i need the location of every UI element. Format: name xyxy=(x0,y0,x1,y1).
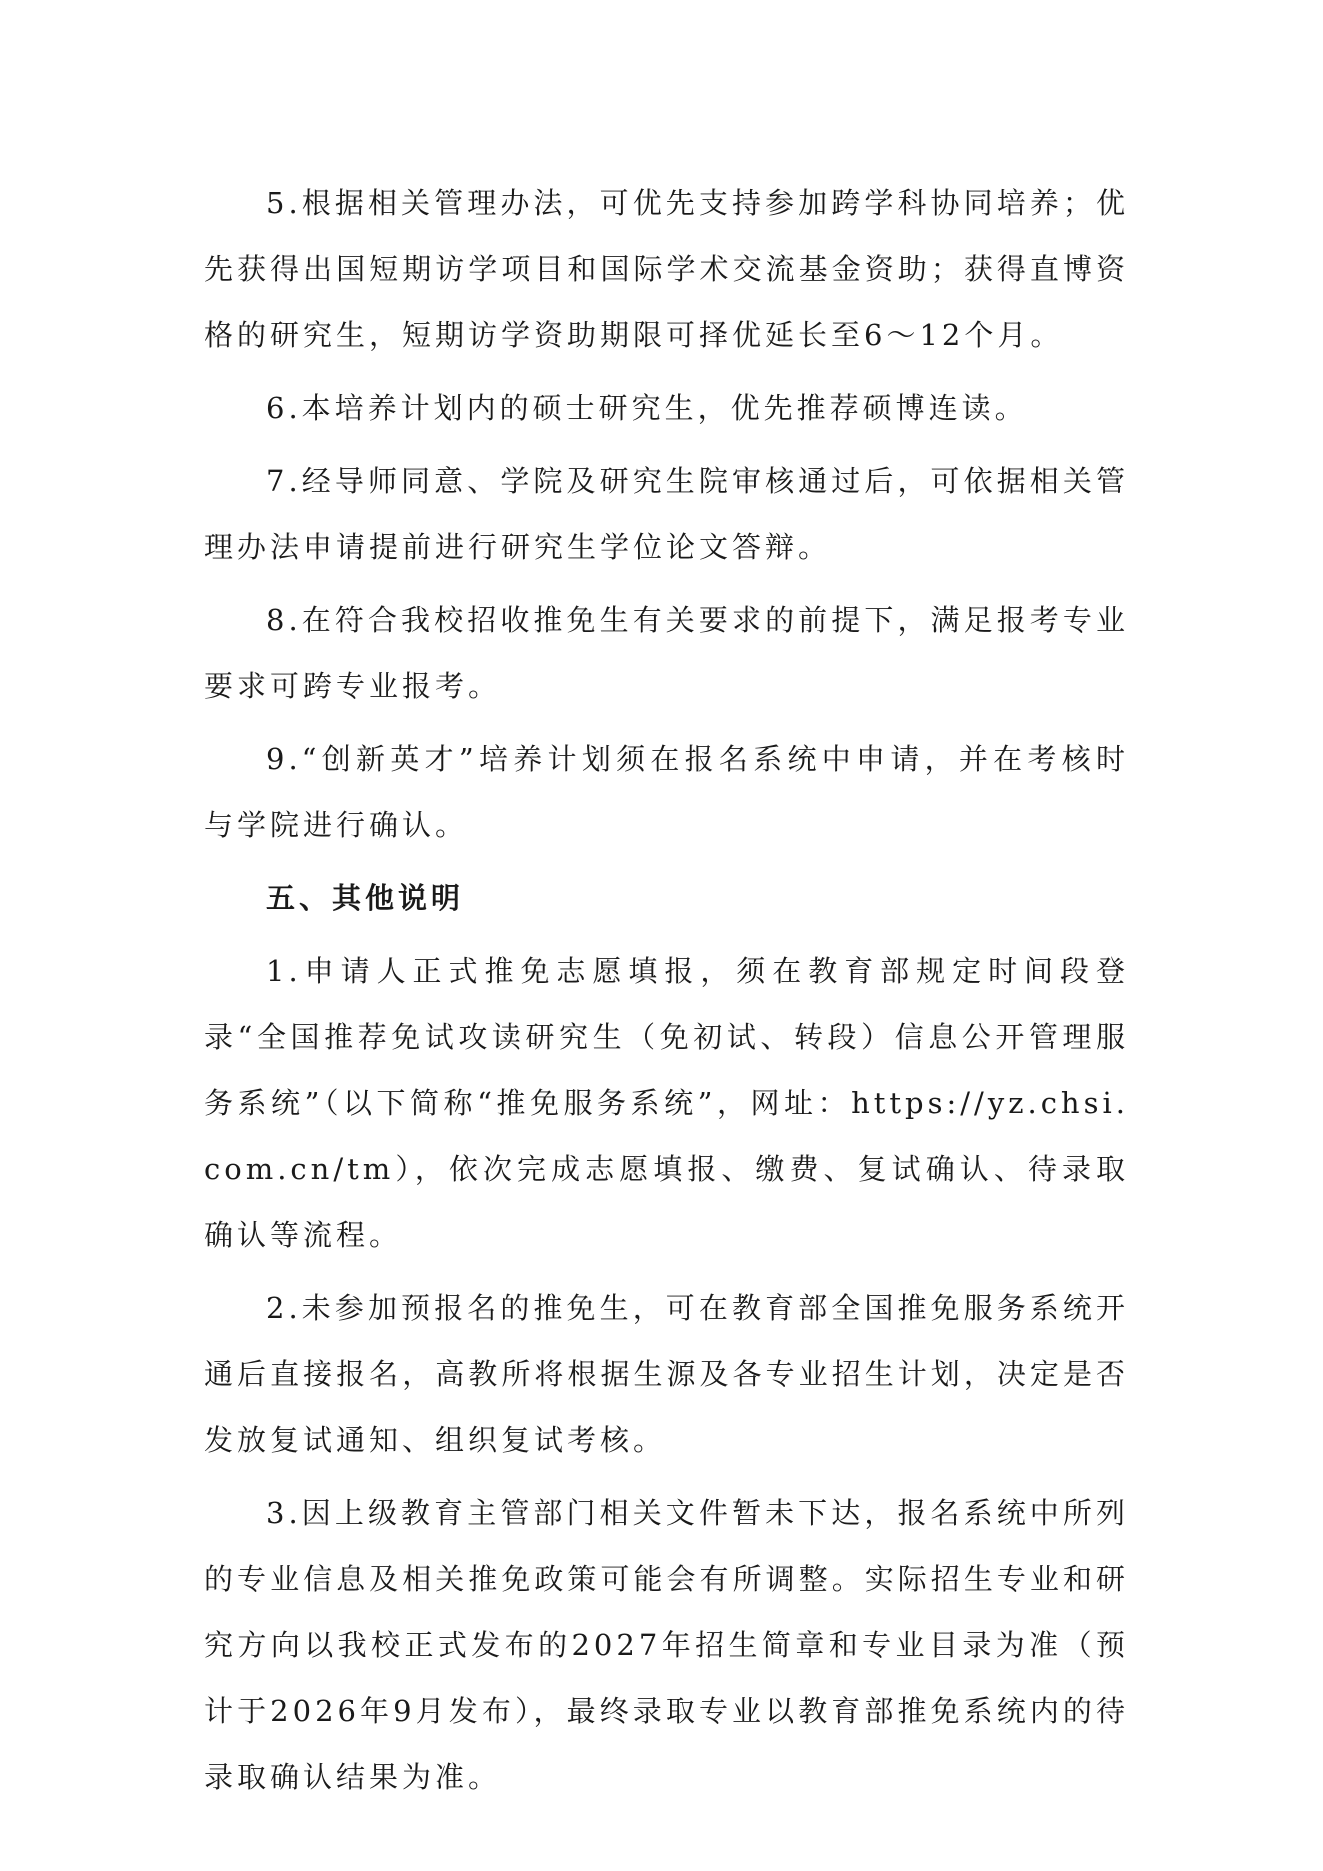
paragraph-item-6: 6.本培养计划内的硕士研究生，优先推荐硕博连读。 xyxy=(266,391,1028,425)
paragraph-note-3: 3.因上级教育主管部门相关文件暂未下达，报名系统中所列的专业信息及相关推免政策可能会有所调整。实际招生专业和研究方向以我校正式发布的2027年招生简章和专业目录为准（预计于2026年9月发布），最终录取专业以教育部推免系统内的待录取确认结果为准。 xyxy=(204,1496,1129,1794)
paragraph-item-9: 9.“创新英才”培养计划须在报名系统中申请，并在考核时与学院进行确认。 xyxy=(204,742,1129,842)
section-heading: 五、其他说明 xyxy=(266,881,465,915)
paragraph-note-1: 1.申请人正式推免志愿填报，须在教育部规定时间段登录“全国推荐免试攻读研究生（免初试、转段）信息公开管理服务系统”（以下简称“推免服务系统”，网址：https://yz.chsi.com.cn/tm），依次完成志愿填报、缴费、复试确认、待录取确认等流程。 xyxy=(204,954,1129,1252)
paragraph-item-7: 7.经导师同意、学院及研究生院审核通过后，可依据相关管理办法申请提前进行研究生学位论文答辩。 xyxy=(204,464,1129,564)
paragraph-item-5: 5.根据相关管理办法，可优先支持参加跨学科协同培养；优先获得出国短期访学项目和国际学术交流基金资助；获得直博资格的研究生，短期访学资助期限可择优延长至6～12个月。 xyxy=(204,186,1129,352)
document-body xyxy=(204,170,1129,1817)
paragraph-item-8: 8.在符合我校招收推免生有关要求的前提下，满足报考专业要求可跨专业报考。 xyxy=(204,603,1129,703)
paragraph-note-2: 2.未参加预报名的推免生，可在教育部全国推免服务系统开通后直接报名，高教所将根据生源及各专业招生计划，决定是否发放复试通知、组织复试考核。 xyxy=(204,1291,1129,1457)
